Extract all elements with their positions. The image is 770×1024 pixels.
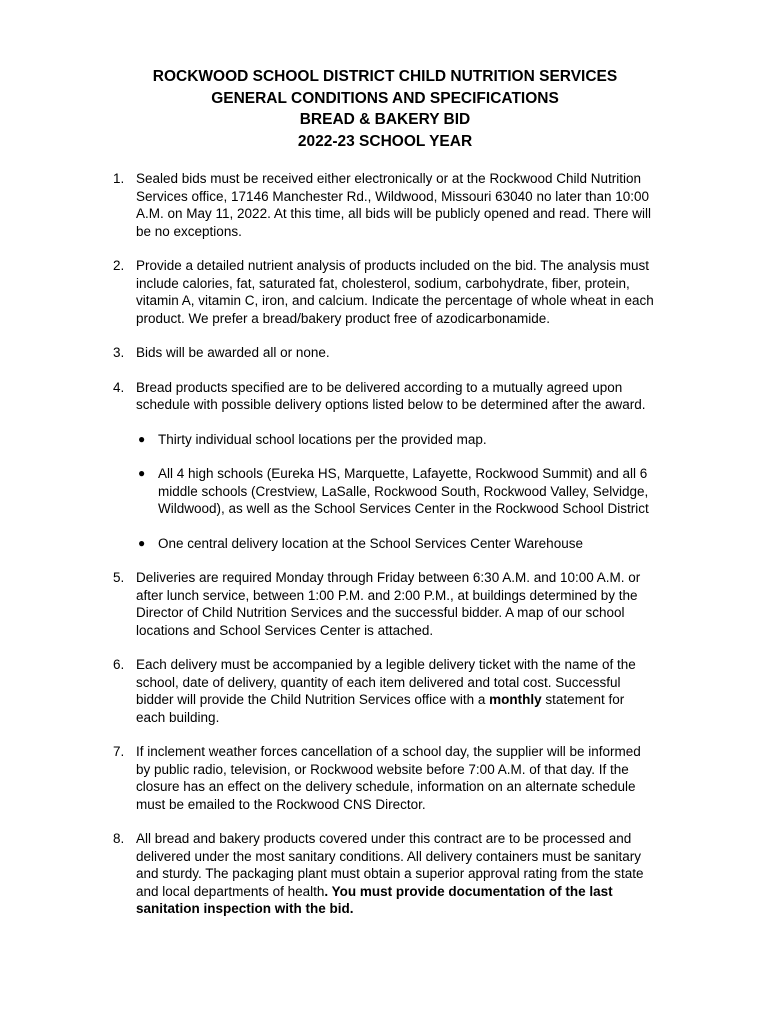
bullet-text: All 4 high schools (Eureka HS, Marquette, Lafayette, Rockwood Summit) and all 6 middle schools (Crestview, LaSalle, Rockwood South, Rockwood Valley, Selvidge, Wildwood), as well as the School Services Center in the Rockwood School District (158, 466, 649, 516)
list-item (0, 656, 770, 743)
item-text (136, 830, 656, 918)
item-number: 1. (113, 171, 125, 186)
item-text: Deliveries are required Monday through Friday between 6:30 A.M. and 10:00 A.M. or after lunch service, between 1:00 P.M. and 2:00 P.M., at buildings determined by the Director of Child Nutrition Services and the successful bidder. A map of our school locations and School Services Center is attached. (136, 570, 641, 638)
bold-text: . You must provide documentation of the last sanitation inspection with the bid. (136, 883, 613, 916)
item-text: Bread products specified are to be delivered according to a mutually agreed upon schedule with possible delivery options listed below to be determined after the award. (136, 379, 646, 412)
item-text: Sealed bids must be received either electronically or at the Rockwood Child Nutrition Services office, 17146 Manchester Rd., Wildwood, Missouri 63040 no later than 10:00 A.M. on May 11, 2022. At this time, all bids will be publicly opened and read. There will be no exceptions. (136, 171, 652, 239)
bullet-item (0, 431, 770, 449)
item-text (136, 656, 656, 726)
item-text-part: All bread and bakery products covered under this contract are to be processed and delivered under the most sanitary conditions. All delivery containers must be sanitary and sturdy. The packaging plant must obtain a superior approval rating from the state and local departments of health (136, 831, 644, 899)
list-item (0, 379, 770, 570)
list-item (0, 344, 770, 379)
list-item (0, 743, 770, 830)
header-line-4: 2022-23 SCHOOL YEAR (297, 132, 473, 150)
item-number: 2. (113, 258, 125, 273)
bullet-dot-icon: ● (138, 535, 146, 550)
bullet-text: Thirty individual school locations per the provided map. (158, 431, 487, 447)
item-text: If inclement weather forces cancellation of a school day, the supplier will be informed by public radio, television, or Rockwood website before 7:00 A.M. of that day. If the closure has an effect on the delivery schedule, information on an alternate schedule must be emailed to the Rockwood CNS Director. (136, 744, 641, 812)
header-line-1: ROCKWOOD SCHOOL DISTRICT CHILD NUTRITION SERVICES (152, 68, 618, 85)
item-number: 5. (113, 570, 125, 585)
list-item (0, 569, 770, 656)
list-item (0, 830, 770, 918)
item-number: 4. (113, 379, 125, 395)
bullet-dot-icon: ● (138, 431, 146, 446)
header-line-3: BREAD & BAKERY BID (299, 111, 471, 128)
bullet-dot-icon: ● (138, 466, 146, 480)
item-number: 8. (113, 831, 125, 846)
document-header (0, 66, 770, 152)
list-item (0, 257, 770, 344)
delivery-options-list (0, 431, 770, 553)
header-line-2: GENERAL CONDITIONS AND SPECIFICATIONS (211, 89, 559, 107)
conditions-list (0, 170, 770, 918)
bold-text: monthly (489, 692, 542, 707)
item-text-part: statement for each building. (136, 692, 625, 725)
item-text: Bids will be awarded all or none. (136, 345, 330, 360)
item-number: 6. (113, 657, 125, 672)
item-number: 3. (113, 345, 125, 360)
item-number: 7. (113, 744, 125, 759)
item-text: Provide a detailed nutrient analysis of products included on the bid. The analysis must include calories, fat, saturated fat, cholesterol, sodium, carbohydrate, fiber, protein, vitamin A, vitamin C, iron, and calcium. Indicate the percentage of whole wheat in each product. We prefer a bread/bakery product free of azodicarbonamide. (136, 258, 654, 326)
item-text-part: Each delivery must be accompanied by a legible delivery ticket with the name of the school, date of delivery, quantity of each item delivered and total cost. Successful bidder will provide the Child Nutrition Services office with a (136, 657, 636, 707)
bullet-text: One central delivery location at the School Services Center Warehouse (158, 535, 583, 551)
bullet-item (0, 465, 770, 518)
list-item (0, 170, 770, 257)
bullet-item (0, 535, 770, 553)
